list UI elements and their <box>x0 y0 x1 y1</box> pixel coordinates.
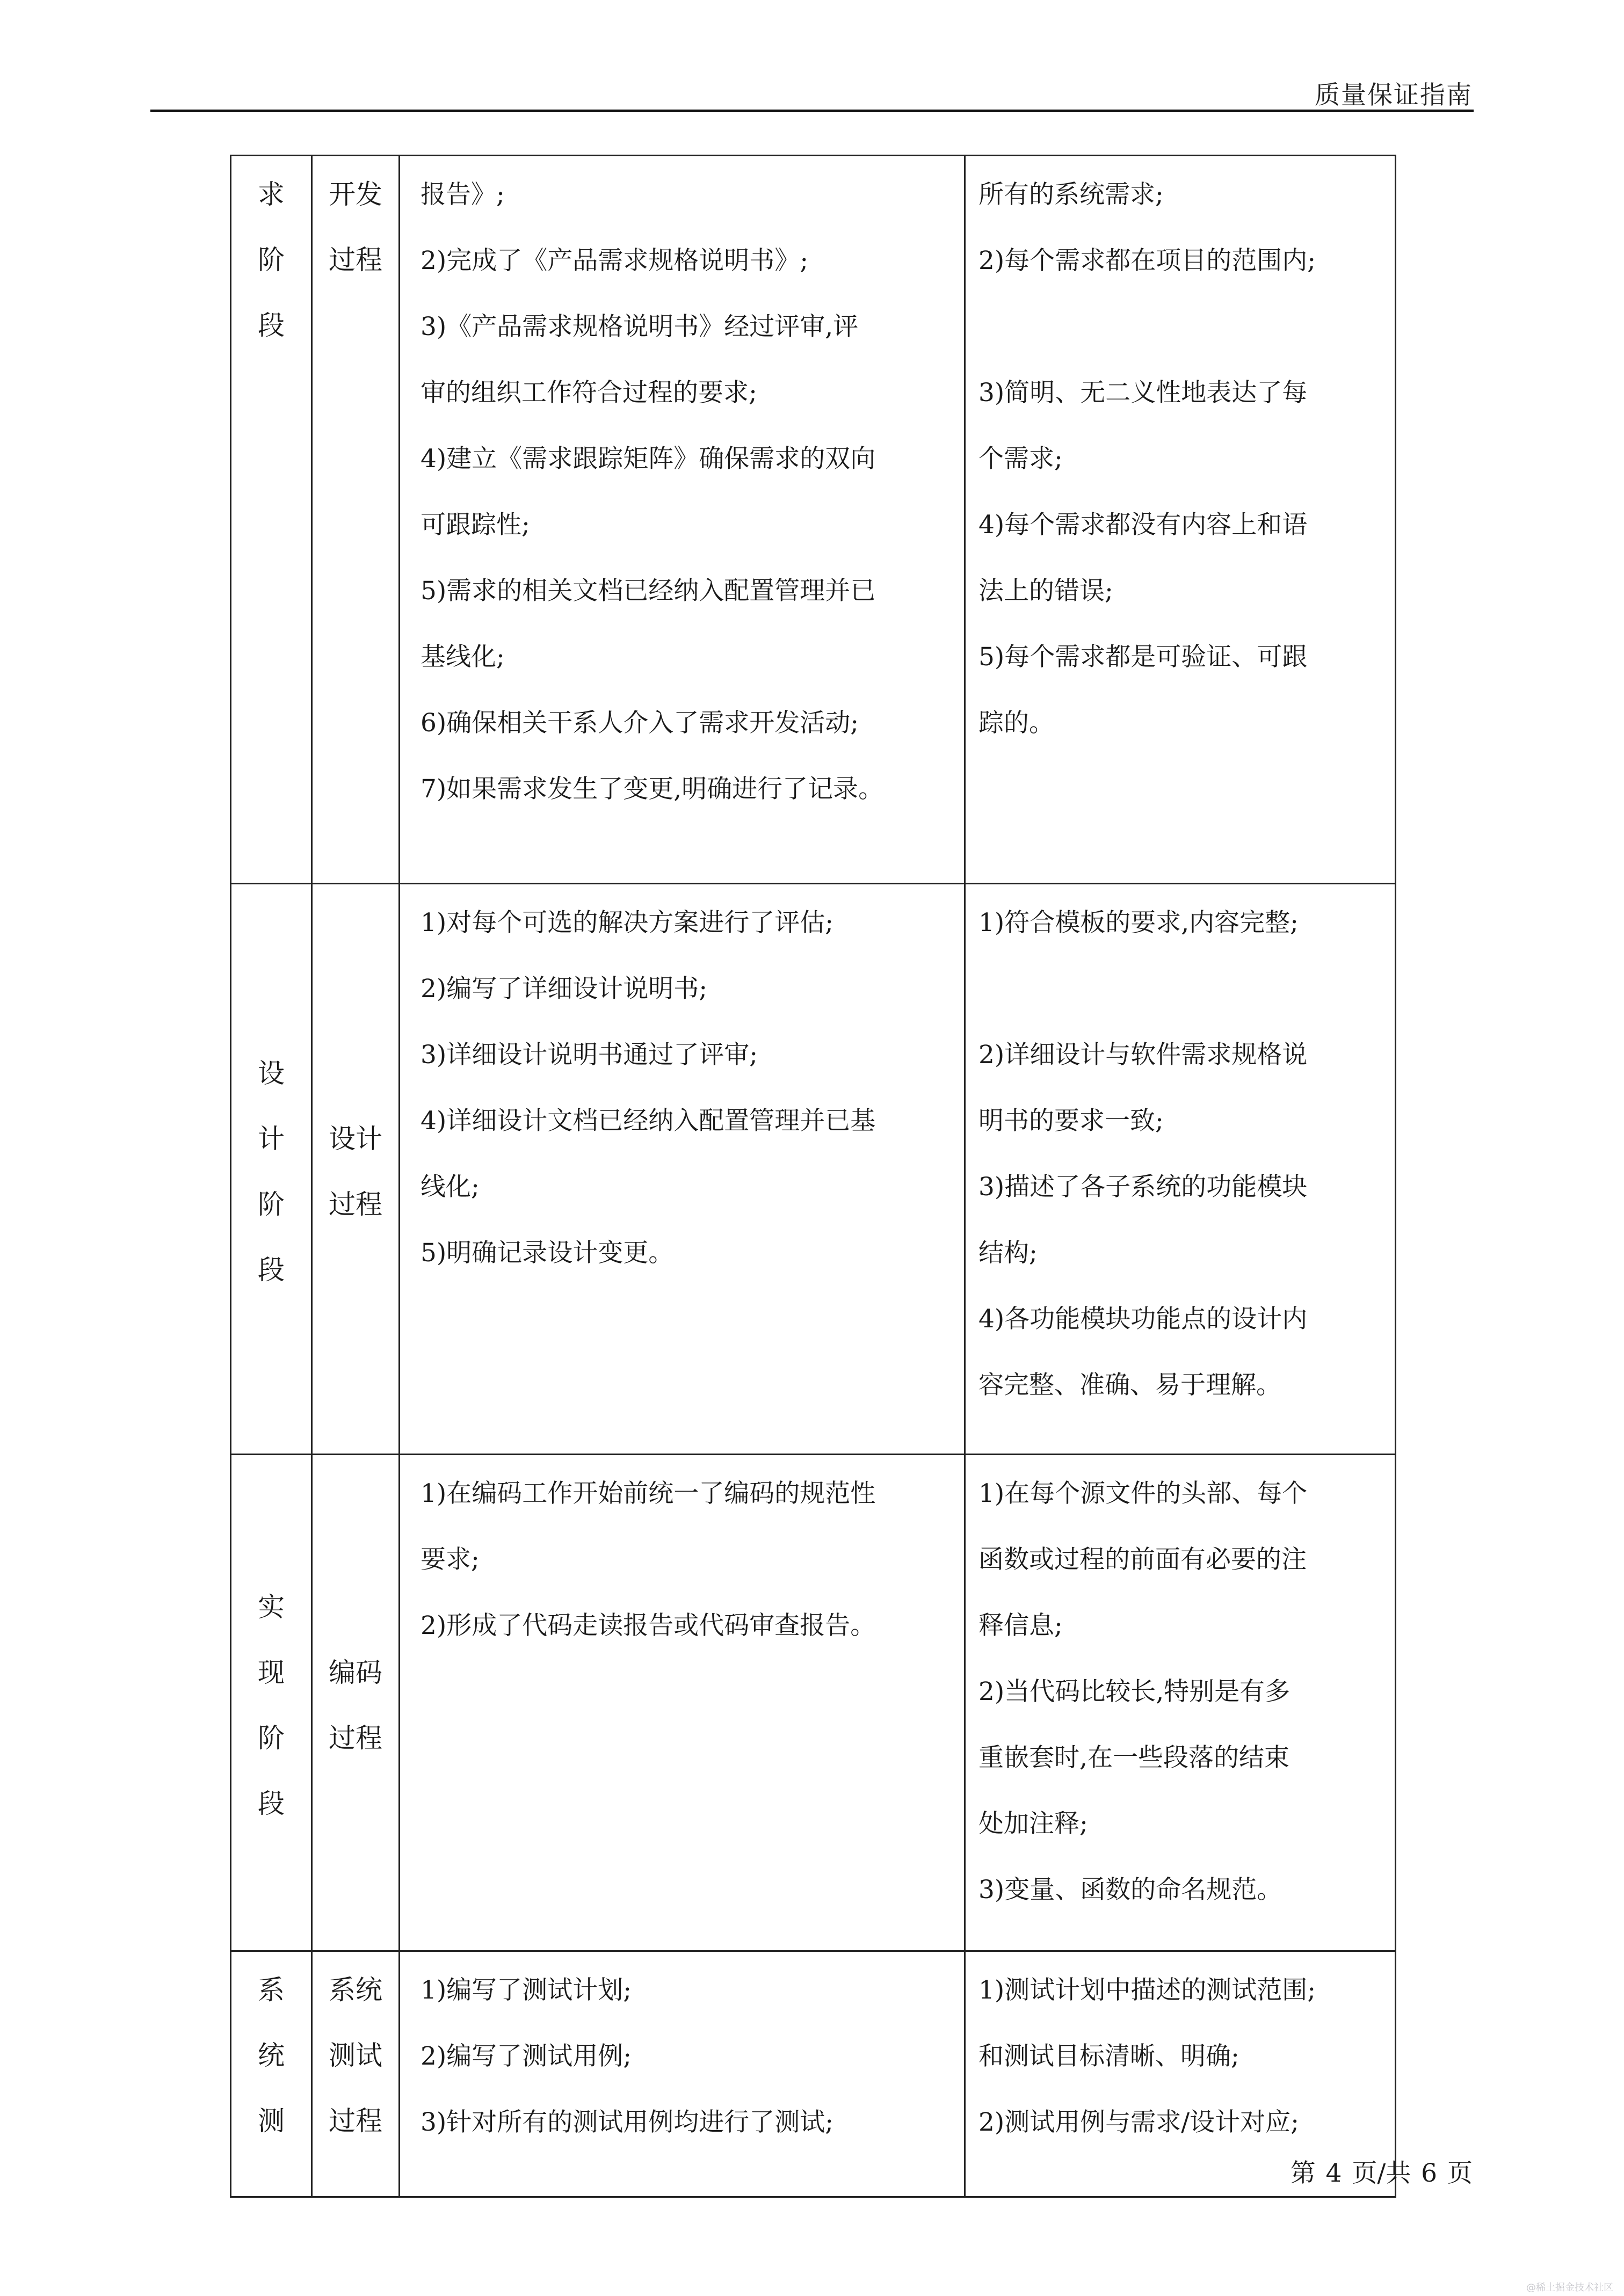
activity-line: 1)编写了测试计划; <box>421 1975 632 2005</box>
criteria-line: 4)各功能模块功能点的设计内 <box>978 1304 1308 1334</box>
table-row <box>231 156 1396 884</box>
process-label: 系统 测试 过程 <box>329 1974 382 2137</box>
criteria-line: 1)在每个源文件的头部、每个 <box>978 1479 1308 1508</box>
criteria-line: 和测试目标清晰、明确; <box>978 2041 1239 2071</box>
activity-line: 1)对每个可选的解决方案进行了评估; <box>421 908 834 938</box>
activity-line: 5)需求的相关文档已经纳入配置管理并已 <box>421 576 876 606</box>
criteria-line: 法上的错误; <box>978 576 1113 606</box>
criteria-cell <box>965 884 1396 1455</box>
criteria-line: 释信息; <box>978 1611 1063 1640</box>
process-cell <box>312 1455 400 1951</box>
table-row <box>231 884 1396 1455</box>
page-number: 第 4 页/共 6 页 <box>1290 2159 1473 2188</box>
criteria-line <box>966 294 1395 360</box>
criteria-line: 3)简明、无二义性地表达了每 <box>978 378 1308 408</box>
phase-cell <box>231 1951 312 2197</box>
criteria-cell <box>965 156 1396 884</box>
activity-line: 2)完成了《产品需求规格说明书》; <box>421 246 809 275</box>
header-rule <box>150 110 1474 112</box>
activity-line: 6)确保相关干系人介入了需求开发活动; <box>421 708 859 738</box>
qa-table <box>230 155 1395 2198</box>
activity-line: 4)详细设计文档已经纳入配置管理并已基 <box>421 1106 876 1136</box>
criteria-line: 1)符合模板的要求,内容完整; <box>978 908 1299 938</box>
activity-line: 1)在编码工作开始前统一了编码的规范性 <box>421 1479 876 1508</box>
criteria-line: 容完整、准确、易于理解。 <box>978 1370 1281 1400</box>
phase-label: 设 计 阶 段 <box>258 1058 285 1285</box>
phase-label: 实 现 阶 段 <box>258 1592 285 1819</box>
criteria-line: 2)当代码比较长,特别是有多 <box>978 1677 1291 1706</box>
process-label: 设计 过程 <box>329 1123 382 1220</box>
criteria-line: 函数或过程的前面有必要的注 <box>978 1545 1307 1574</box>
activities-cell <box>400 156 965 884</box>
process-cell <box>312 884 400 1455</box>
activity-line: 5)明确记录设计变更。 <box>421 1238 674 1268</box>
criteria-line <box>966 956 1395 1022</box>
criteria-line: 2)详细设计与软件需求规格说 <box>978 1040 1308 1070</box>
criteria-line: 重嵌套时,在一些段落的结束 <box>978 1743 1289 1772</box>
criteria-line: 明书的要求一致; <box>978 1106 1164 1136</box>
activity-line: 7)如果需求发生了变更,明确进行了记录。 <box>421 774 884 804</box>
header-title: 质量保证指南 <box>1315 81 1473 110</box>
activities-cell <box>400 1455 965 1951</box>
criteria-line: 4)每个需求都没有内容上和语 <box>978 510 1308 540</box>
criteria-cell <box>965 1455 1396 1951</box>
activity-line: 2)形成了代码走读报告或代码审查报告。 <box>421 1611 876 1640</box>
table-row <box>231 1951 1396 2197</box>
watermark: @稀土掘金技术社区 <box>1526 2282 1613 2293</box>
activity-line: 要求; <box>421 1545 480 1574</box>
activity-line: 2)编写了详细设计说明书; <box>421 974 708 1004</box>
activity-line: 3)详细设计说明书通过了评审; <box>421 1040 758 1070</box>
criteria-line: 3)变量、函数的命名规范。 <box>978 1875 1282 1905</box>
activity-line: 线化; <box>421 1172 480 1202</box>
phase-label: 系 统 测 <box>258 1974 285 2137</box>
criteria-line: 个需求; <box>978 444 1063 474</box>
activity-line: 审的组织工作符合过程的要求; <box>421 378 757 408</box>
criteria-line: 1)测试计划中描述的测试范围; <box>978 1975 1316 2005</box>
activities-cell <box>400 1951 965 2197</box>
activity-line: 3)《产品需求规格说明书》经过评审,评 <box>421 312 859 342</box>
criteria-line: 2)测试用例与需求/设计对应; <box>978 2108 1299 2137</box>
criteria-line: 5)每个需求都是可验证、可跟 <box>978 642 1308 672</box>
criteria-line: 所有的系统需求; <box>978 180 1164 209</box>
activity-line: 报告》; <box>421 180 505 209</box>
process-cell <box>312 1951 400 2197</box>
phase-cell <box>231 1455 312 1951</box>
criteria-line: 3)描述了各子系统的功能模块 <box>978 1172 1308 1202</box>
activity-line: 2)编写了测试用例; <box>421 2041 632 2071</box>
process-label: 编码 过程 <box>329 1657 382 1754</box>
criteria-line: 踪的。 <box>978 708 1054 738</box>
phase-cell <box>231 156 312 884</box>
process-label: 开发 过程 <box>329 179 382 275</box>
activity-line: 3)针对所有的测试用例均进行了测试; <box>421 2108 834 2137</box>
activity-line: 可跟踪性; <box>421 510 530 540</box>
criteria-line: 2)每个需求都在项目的范围内; <box>978 246 1316 275</box>
activity-line: 4)建立《需求跟踪矩阵》确保需求的双向 <box>421 444 876 474</box>
criteria-line: 处加注释; <box>978 1809 1088 1839</box>
phase-label: 求 阶 段 <box>258 179 285 341</box>
activities-cell <box>400 884 965 1455</box>
activity-line: 基线化; <box>421 642 505 672</box>
criteria-line: 结构; <box>978 1238 1038 1268</box>
process-cell <box>312 156 400 884</box>
table-row <box>231 1455 1396 1951</box>
phase-cell <box>231 884 312 1455</box>
